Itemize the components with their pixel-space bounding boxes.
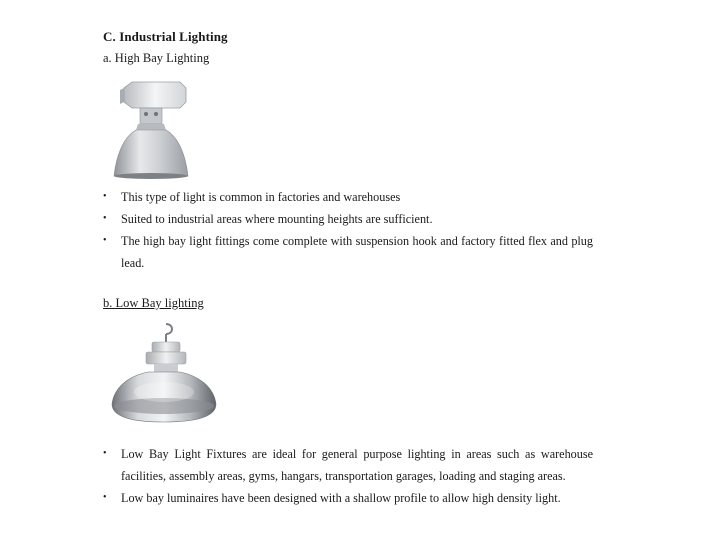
section-title: C. Industrial Lighting: [103, 29, 228, 44]
high-bay-bullet-list: [103, 186, 593, 274]
list-item: • Suited to industrial areas where mounting heights are sufficient.: [103, 208, 593, 230]
bullet-icon: •: [103, 492, 107, 503]
bullet-icon: •: [103, 235, 107, 246]
bullet-icon: •: [103, 213, 107, 224]
low-bay-lamp-image: [108, 322, 218, 426]
high-bay-subheading: a. High Bay Lighting: [103, 51, 210, 65]
list-item: • Low bay luminaires have been designed with a shallow profile to allow high density light.: [103, 487, 593, 509]
low-bay-subheading: b. Low Bay lighting: [103, 296, 204, 310]
bullet-icon: •: [103, 448, 107, 459]
list-item: • The high bay light fittings come complete with suspension hook and factory fitted flex and plug lead.: [103, 230, 593, 274]
list-item: • This type of light is common in factories and warehouses: [103, 186, 593, 208]
list-item: • Low Bay Light Fixtures are ideal for general purpose lighting in areas such as warehouse facilities, assembly areas, gyms, hangars, transportation garages, loading and staging areas.: [103, 443, 593, 487]
low-bay-bullet-list: [103, 443, 593, 509]
high-bay-lamp-image: [110, 78, 190, 182]
bullet-icon: •: [103, 191, 107, 202]
